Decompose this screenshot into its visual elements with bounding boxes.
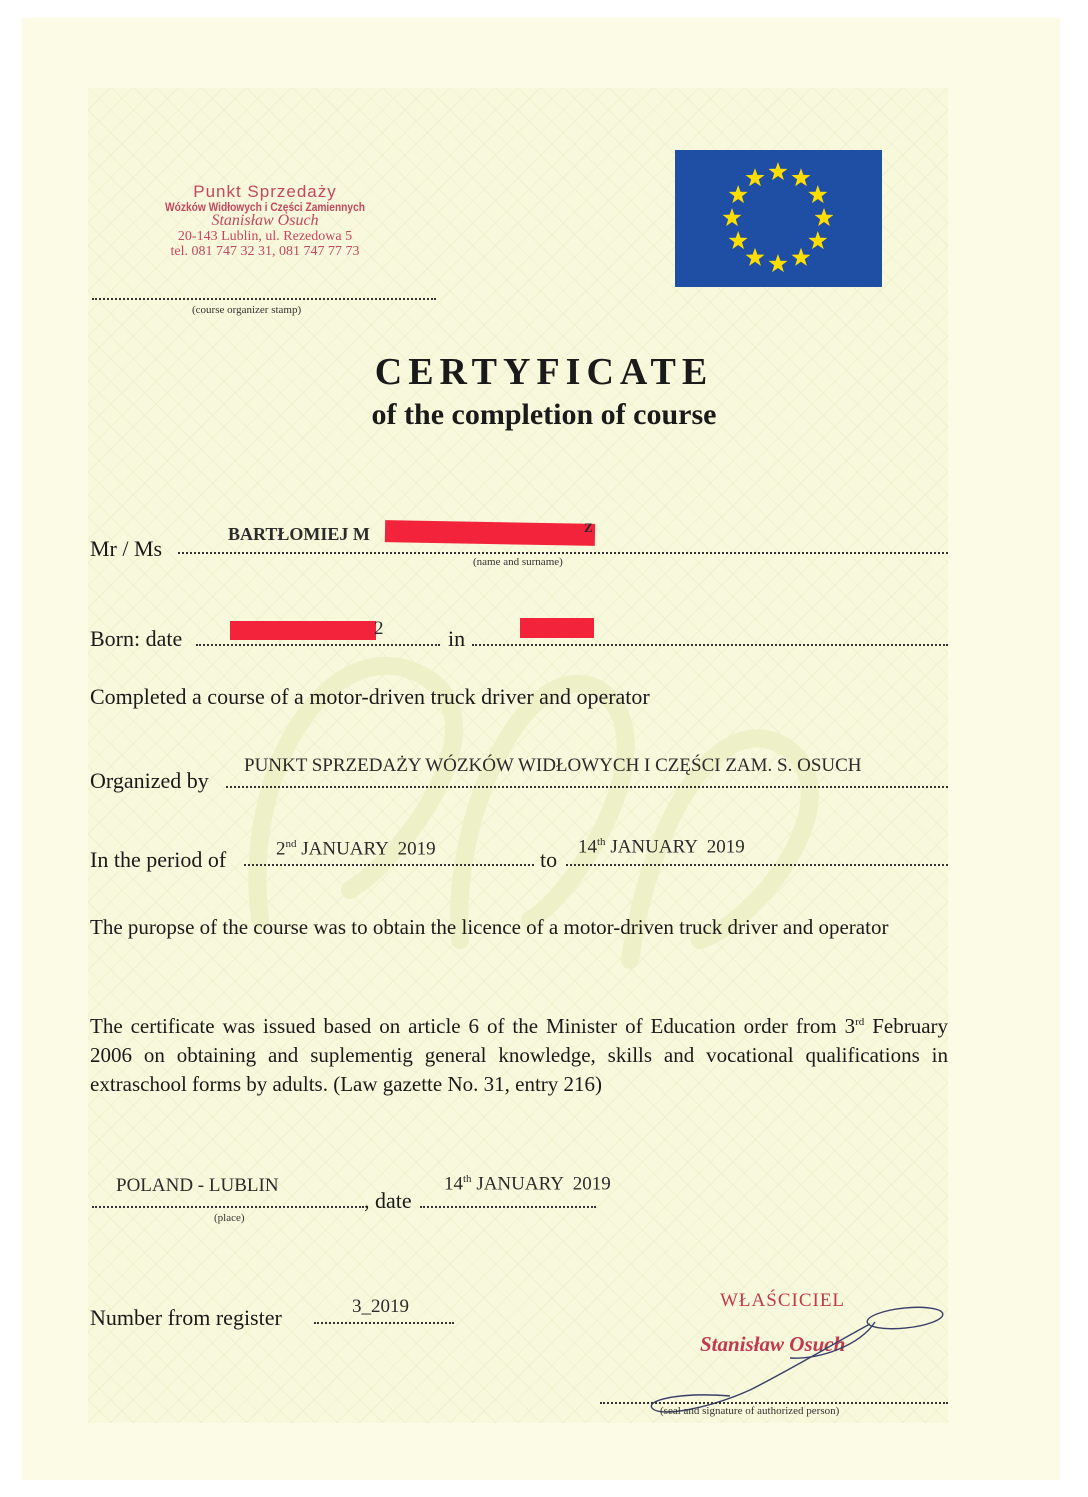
issue-date-sup: th — [463, 1173, 472, 1185]
signature-role: WŁAŚCICIEL — [720, 1290, 846, 1311]
eu-stars-icon — [675, 150, 882, 287]
place-caption: (place) — [214, 1212, 245, 1224]
period-from — [276, 838, 436, 860]
date-dotted-line — [420, 1206, 596, 1208]
organized-label: Organized by — [90, 768, 209, 793]
eu-star-icon — [769, 254, 788, 272]
name-label: Mr / Ms — [90, 536, 163, 561]
born-label: Born: date — [90, 626, 183, 651]
period-from-sup: nd — [285, 838, 297, 850]
born-date-dotted-line — [196, 644, 440, 646]
issue-date-day: 14 — [444, 1173, 463, 1195]
issue-date-rest: JANUARY 2019 — [476, 1173, 611, 1195]
birth-place-redaction — [520, 618, 594, 638]
name-dotted-line — [178, 552, 948, 554]
stamp-caption: (course organizer stamp) — [192, 304, 302, 316]
place-value: POLAND - LUBLIN — [116, 1175, 279, 1196]
born-date-tail: 2 — [374, 618, 384, 639]
eu-star-icon — [746, 248, 765, 266]
born-in-label: in — [448, 626, 466, 651]
place-dotted-line — [92, 1206, 364, 1208]
organized-dotted-line — [226, 786, 948, 788]
signature-name: Stanisław Osuch — [700, 1332, 846, 1356]
period-to-label: to — [540, 847, 558, 872]
stamp-line-2: Wózków Widłowych i Części Zamiennych — [165, 199, 365, 214]
date-label: , date — [364, 1188, 412, 1213]
period-to-rest: JANUARY 2019 — [610, 836, 745, 858]
certificate-subtitle: of the completion of course — [371, 398, 717, 431]
eu-star-icon — [769, 162, 788, 180]
eu-star-icon — [792, 248, 811, 266]
period-from-day: 2 — [276, 838, 286, 860]
period-from-dotted-line — [244, 864, 534, 866]
signature-caption: (seal and signature of authorized person) — [660, 1405, 840, 1417]
period-to-sup: th — [597, 836, 606, 848]
surname-redaction — [385, 520, 595, 546]
register-number: 3_2019 — [352, 1296, 409, 1317]
issued-sup: rd — [855, 1016, 865, 1028]
born-place-dotted-line — [472, 644, 948, 646]
stamp-line-3: Stanisław Osuch — [211, 212, 319, 230]
organizer-stamp — [120, 183, 410, 260]
stamp-line-5: tel. 081 747 32 31, 081 747 77 73 — [170, 243, 360, 259]
register-label: Number from register — [90, 1305, 282, 1330]
eu-star-icon — [746, 168, 765, 186]
organizer-name: PUNKT SPRZEDAŻY WÓZKÓW WIDŁOWYCH I CZĘŚCI ZAM. S. OSUCH — [244, 755, 862, 776]
stamp-line-1: Punkt Sprzedaży — [193, 182, 337, 201]
issued-paragraph — [90, 1008, 948, 1099]
name-caption: (name and surname) — [473, 556, 563, 568]
period-to-day: 14 — [578, 836, 597, 858]
period-to-dotted-line — [566, 864, 948, 866]
completed-text: Completed a course of a motor-driven truck driver and operator — [90, 684, 650, 709]
eu-star-icon — [729, 185, 748, 203]
issued-text-b: February 2006 on obtaining and suplementig general knowledge, skills and vocational qualifications in extraschool forms by adults. (Law gazette No. 31, entry 216) — [90, 1014, 949, 1096]
register-dotted-line — [314, 1322, 454, 1324]
name-value: BARTŁOMIEJ M — [228, 524, 370, 544]
purpose-paragraph: The puropse of the course was to obtain the licence of a motor-driven truck driver and operator — [90, 915, 889, 939]
eu-flag — [675, 150, 882, 287]
eu-star-icon — [815, 208, 834, 226]
eu-star-icon — [723, 208, 742, 226]
certificate-title: CERTYFICATE — [374, 351, 714, 393]
eu-star-icon — [808, 231, 827, 249]
period-to — [578, 836, 745, 858]
period-label: In the period of — [90, 847, 227, 872]
issued-text-a: The certificate was issued based on article 6 of the Minister of Education order from 3 — [90, 1014, 856, 1038]
period-from-rest: JANUARY 2019 — [301, 838, 436, 860]
eu-star-icon — [792, 168, 811, 186]
signature-dotted-line — [600, 1402, 948, 1404]
issue-date — [444, 1173, 611, 1195]
birth-date-redaction — [230, 621, 376, 640]
name-value-tail: Z — [584, 520, 593, 535]
eu-star-icon — [808, 185, 827, 203]
eu-star-icon — [729, 231, 748, 249]
stamp-line-4: 20-143 Lublin, ul. Rezedowa 5 — [177, 229, 353, 245]
stamp-dotted-line — [92, 298, 436, 300]
